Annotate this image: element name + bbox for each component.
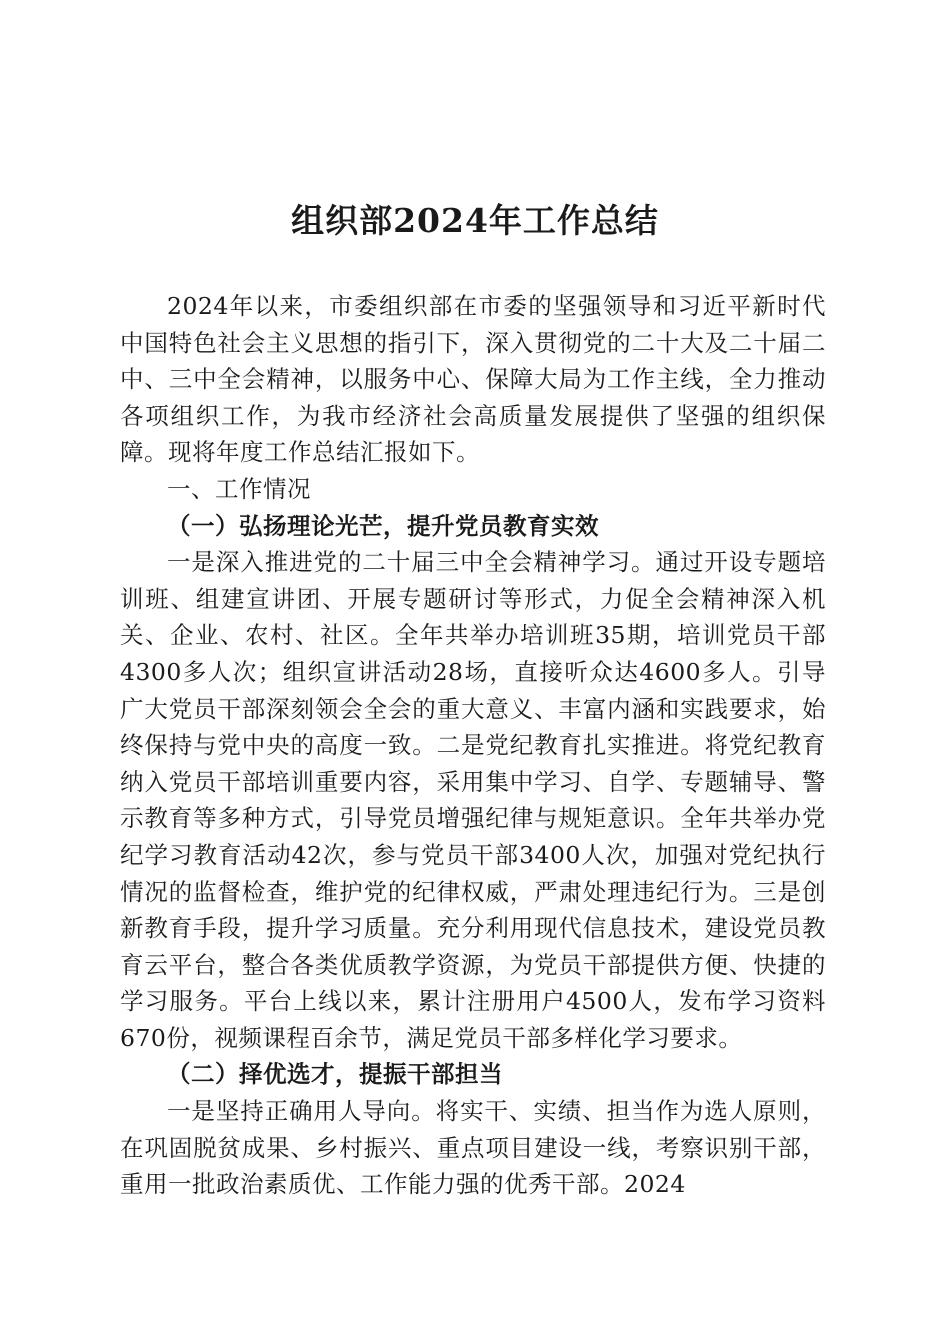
document-title: 组织部2024年工作总结 xyxy=(291,201,659,240)
subsection-paragraph-theory-education: 一是深入推进党的二十届三中全会精神学习。通过开设专题培训班、组建宣讲团、开展专题研讨等形式，力促全会精神深入机关、企业、农村、社区。全年共举办培训班35期，培训党员干部4300多人次；组织宣讲活动28场，直接听众达4600多人。引导广大党员干部深刻领会全会的重大意义、丰富内涵和实践要求，始终保持与党中央的高度一致。二是党纪教育扎实推进。将党纪教育纳入党员干部培训重要内容，采用集中学习、自学、专题辅导、警示教育等多种方式，引导党员增强纪律与规矩意识。全年共举办党纪学习教育活动42次，参与党员干部3400人次，加强对党纪执行情况的监督检查，维护党的纪律权威，严肃处理违纪行为。三是创新教育手段，提升学习质量。充分利用现代信息技术，建设党员教育云平台，整合各类优质教学资源，为党员干部提供方便、快捷的学习服务。平台上线以来，累计注册用户4500人，发布学习资料670份，视频课程百余节，满足党员干部多样化学习要求。 xyxy=(120,548,826,1052)
subsection-heading-theory-education: （一）弘扬理论光芒，提升党员教育实效 xyxy=(167,511,599,540)
subsection-paragraph-cadre-selection: 一是坚持正确用人导向。将实干、实绩、担当作为选人原则，在巩固脱贫成果、乡村振兴、重点项目建设一线，考察识别干部，重用一批政治素质优、工作能力强的优秀干部。2024 xyxy=(120,1097,826,1199)
document-body xyxy=(120,288,826,1203)
intro-paragraph: 2024年以来，市委组织部在市委的坚强领导和习近平新时代中国特色社会主义思想的指引下，深入贯彻党的二十大及二十届二中、三中全会精神，以服务中心、保障大局为工作主线，全力推动各项组织工作，为我市经济社会高质量发展提供了坚强的组织保障。现将年度工作总结汇报如下。 xyxy=(120,292,826,467)
section-heading-work-status: 一、工作情况 xyxy=(167,474,311,503)
subsection-heading-cadre-selection: （二）择优选才，提振干部担当 xyxy=(167,1060,503,1089)
